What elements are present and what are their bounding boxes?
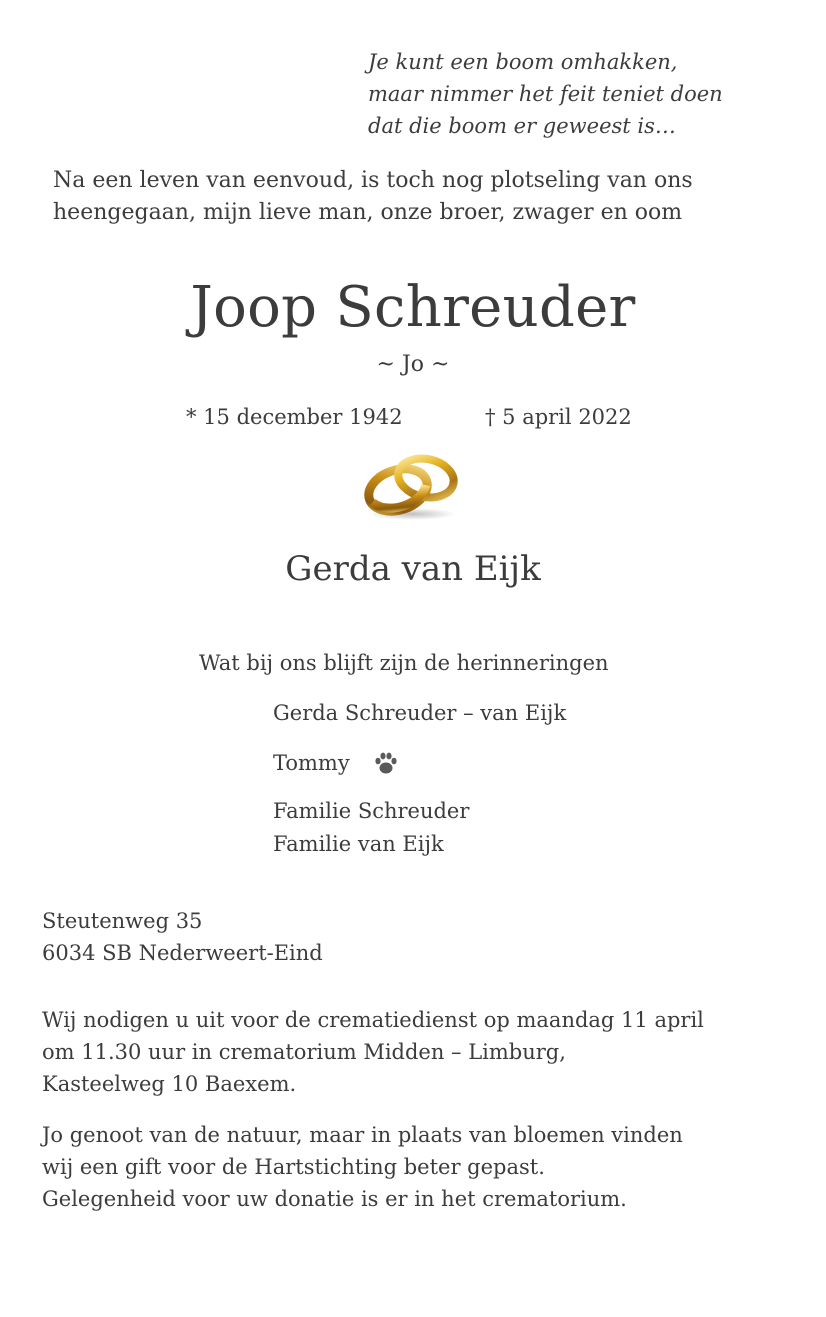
deceased-nickname: ~ Jo ~ [376, 352, 450, 377]
home-address [42, 905, 323, 969]
service-line: Wij nodigen u uit voor de crematiedienst op maandag 11 april [42, 1008, 704, 1032]
intro-line: Na een leven van eenvoud, is toch nog plotseling van ons [53, 168, 693, 193]
death-date: † 5 april 2022 [485, 405, 632, 429]
mourner-wife: Gerda Schreuder – van Eijk [273, 701, 567, 725]
poem-quote [368, 46, 723, 142]
spouse-name: Gerda van Eijk [285, 549, 541, 589]
poem-line: dat die boom er geweest is… [368, 114, 676, 138]
deceased-name: Joop Schreuder [190, 275, 636, 340]
service-line: Kasteelweg 10 Baexem. [42, 1072, 297, 1096]
poem-line: maar nimmer het feit teniet doen [368, 82, 723, 106]
address-street: Steutenweg 35 [42, 909, 203, 933]
paw-print-icon [373, 750, 399, 776]
intro-text [53, 165, 693, 229]
poem-line: Je kunt een boom omhakken, [368, 50, 678, 74]
donation-line: Gelegenheid voor uw donatie is er in het crematorium. [42, 1187, 627, 1211]
mourner-pet: Tommy [273, 751, 350, 775]
mourner-family-1: Familie Schreuder [273, 799, 470, 823]
service-invitation [42, 1004, 704, 1100]
service-line: om 11.30 uur in crematorium Midden – Limburg, [42, 1040, 566, 1064]
address-city: 6034 SB Nederweert-Eind [42, 941, 323, 965]
intro-line: heengegaan, mijn lieve man, onze broer, zwager en oom [53, 200, 683, 225]
donation-note [42, 1119, 683, 1215]
donation-line: Jo genoot van de natuur, maar in plaats van bloemen vinden [42, 1123, 683, 1147]
mourner-family-2: Familie van Eijk [273, 832, 444, 856]
wedding-rings-icon [360, 448, 464, 522]
birth-date: * 15 december 1942 [186, 405, 403, 429]
donation-line: wij een gift voor de Hartstichting beter gepast. [42, 1155, 545, 1179]
memories-line: Wat bij ons blijft zijn de herinneringen [199, 651, 609, 675]
